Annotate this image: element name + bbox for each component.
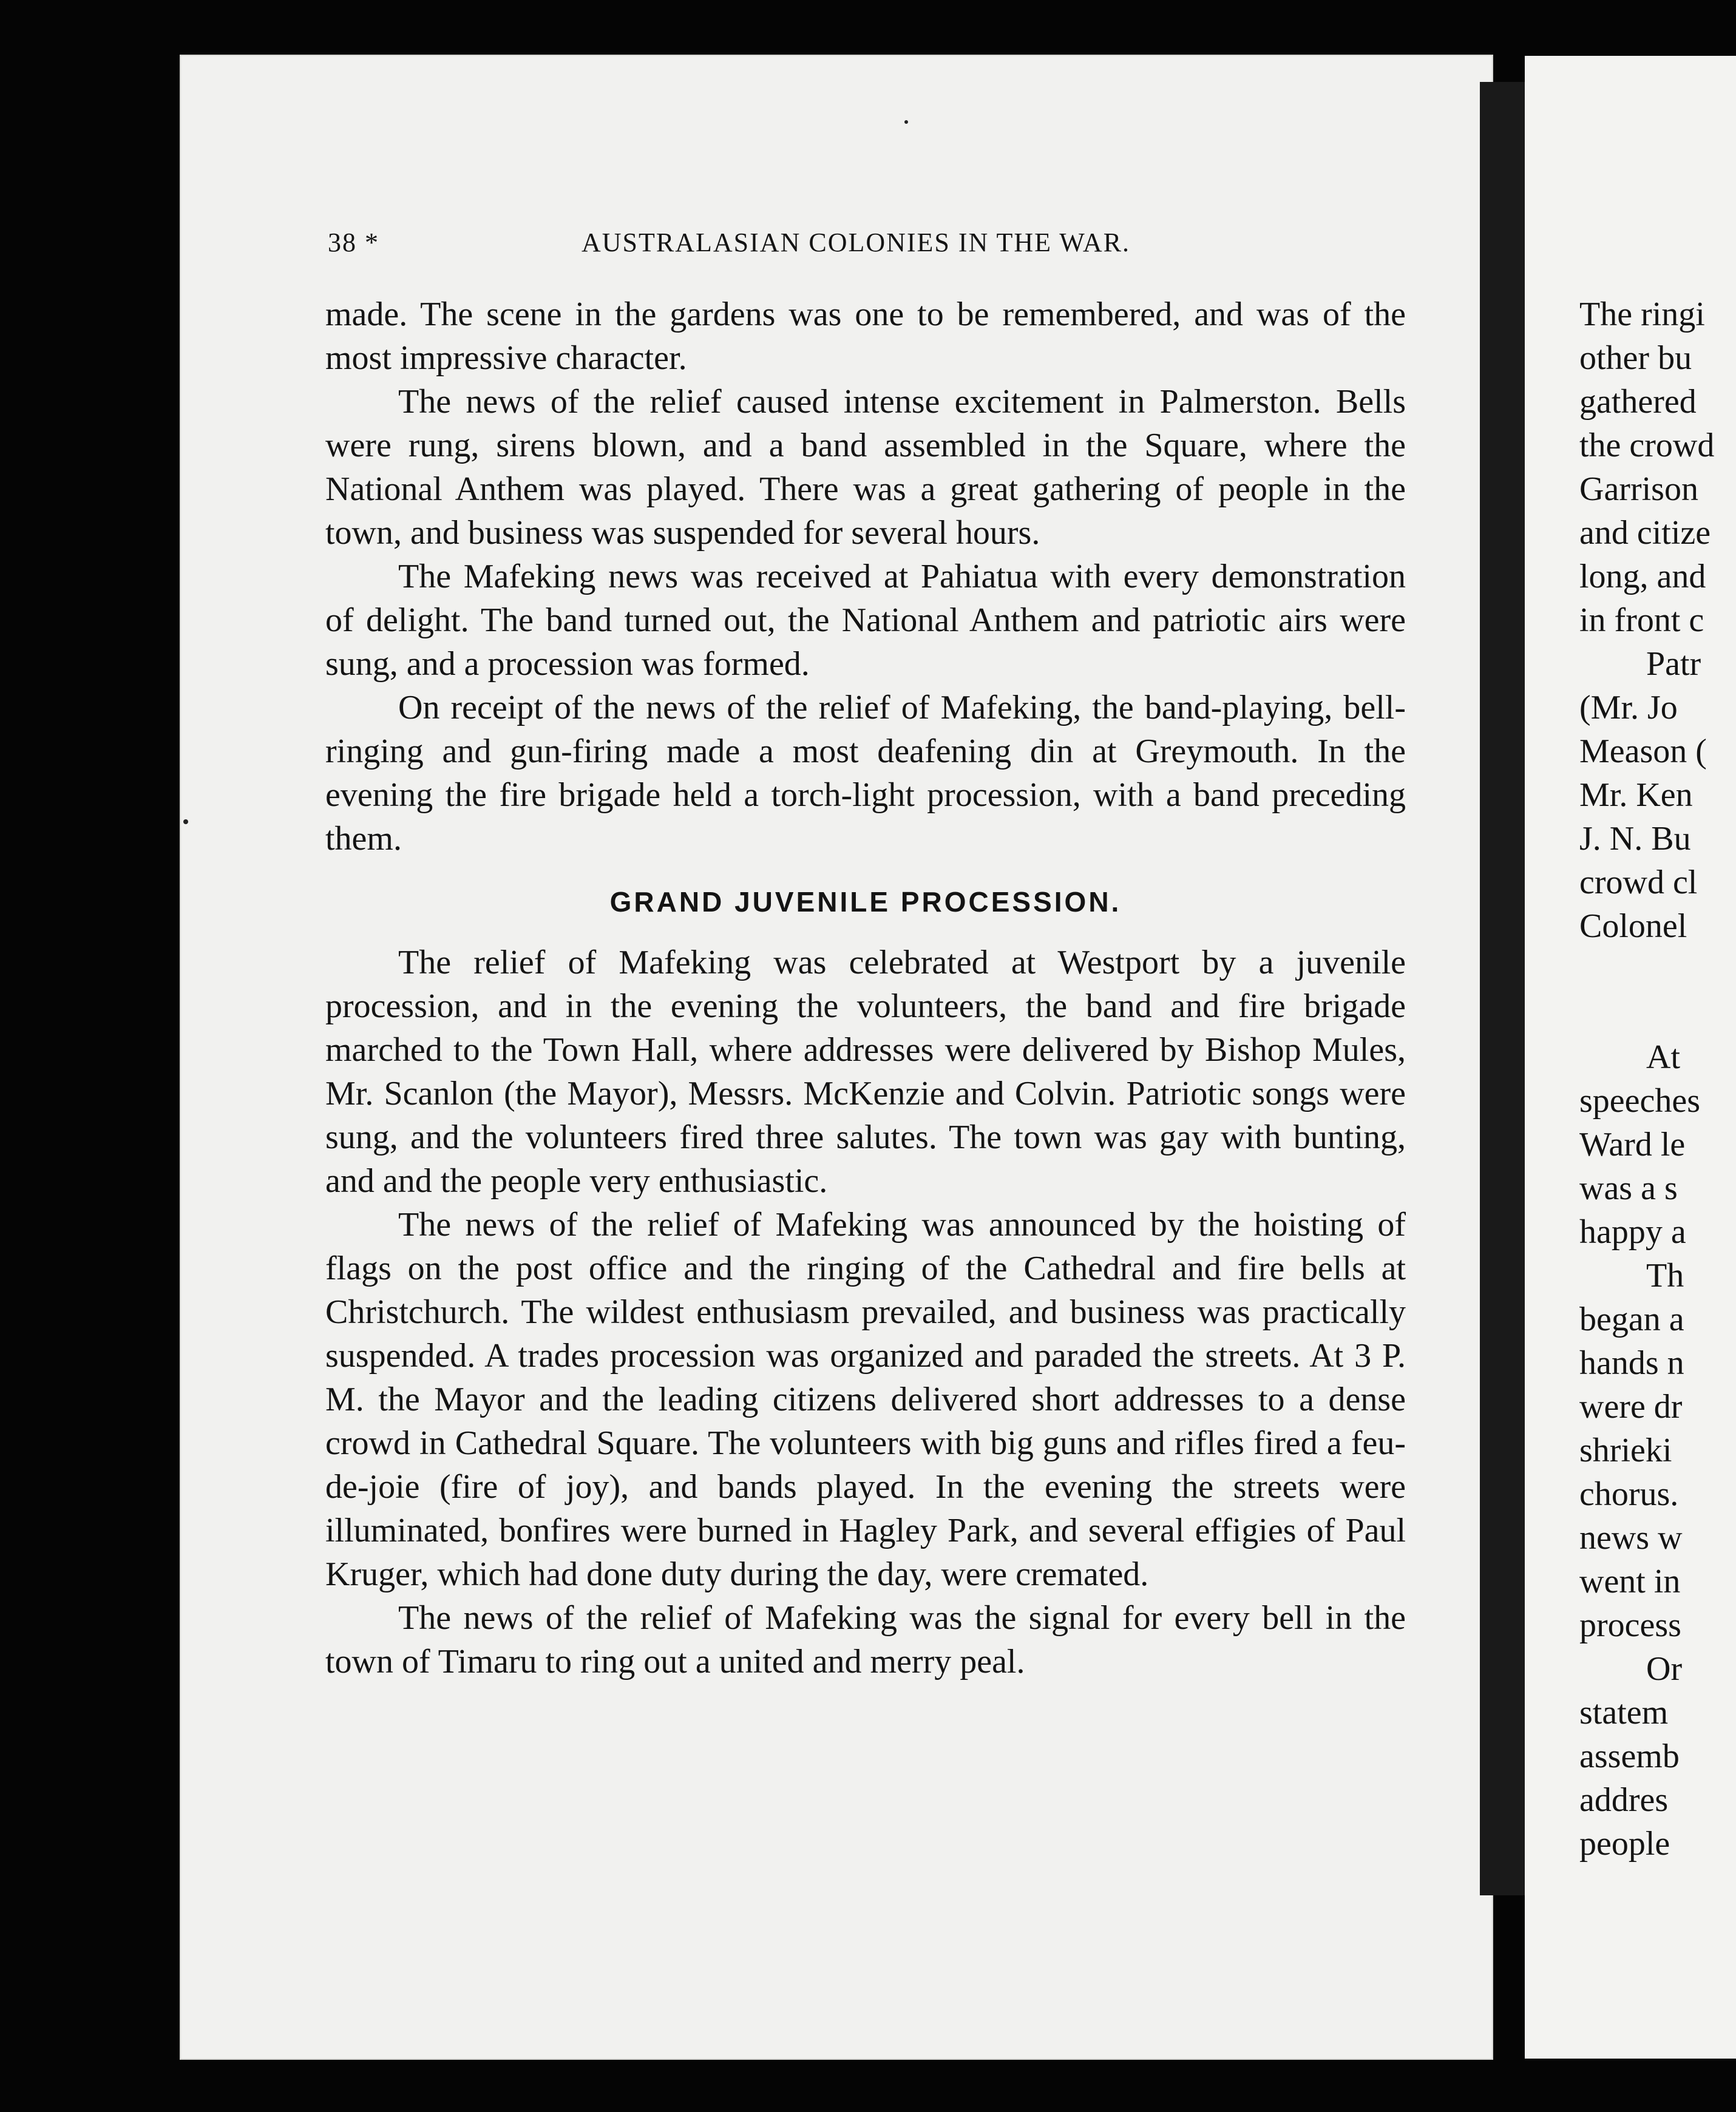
scan-speck [904, 120, 908, 124]
fragment-line: gathered [1579, 383, 1697, 421]
fragment-line: Mr. Ken [1579, 776, 1693, 814]
fragment-line: Meason ( [1579, 733, 1707, 770]
fragment-line: assemb [1579, 1738, 1680, 1775]
fragment-line: the crowd [1579, 427, 1715, 464]
fragment-line: were dr [1579, 1388, 1683, 1426]
fragment-line: Th [1646, 1257, 1684, 1295]
section-heading: GRAND JUVENILE PROCESSION. [609, 886, 1122, 918]
scan-speck [183, 819, 188, 824]
fragment-line: happy a [1579, 1213, 1686, 1251]
fragment-line: other bu [1579, 339, 1692, 377]
paragraph: The news of the relief caused intense excitement in Palmerston. Bells were rung, sirens blown, and a band assembled in the Square, where the National Anthem was played. There was a great gathering of people in the town, and business was suspended for several hours. [325, 383, 1406, 552]
fragment-line: was a s [1579, 1169, 1678, 1207]
paragraph: The news of the relief of Mafeking was announced by the hoisting of flags on the post office and the ringing of the Cathedral and fire bells at Christchurch. The wildest enthusiasm prevailed, and business was practically suspended. A trades procession was organized and paraded the streets. At 3 P. M. the Mayor and the leading citizens delivered short addresses to a dense crowd in Cathedral Square. The volunteers with big guns and rifles fired a feu-de-joie (fire of joy), and bands played. In the evening the streets were illuminated, bonfires were burned in Hagley Park, and several effigies of Paul Kruger, which had done duty during the day, were cremated. [325, 1206, 1406, 1593]
fragment-line: people [1579, 1825, 1670, 1863]
fragment-line: The ringi [1579, 296, 1705, 333]
right-fragment-block [1579, 1647, 1736, 1866]
fragment-line: chorus. [1579, 1475, 1679, 1513]
right-fragment-block [1579, 1035, 1736, 1254]
fragment-line: addres [1579, 1781, 1669, 1819]
fragment-line: Colonel [1579, 907, 1687, 945]
fragment-line: Patr [1646, 645, 1701, 683]
paragraph: On receipt of the news of the relief of Mafeking, the band-playing, bell-ringing and gun-firing made a most deafening din at Greymouth. In the evening the fire brigade held a torch-light procession, with a band preceding them. [325, 689, 1406, 858]
fragment-line: hands n [1579, 1344, 1684, 1382]
right-page [1525, 56, 1736, 2059]
right-section-gap [1579, 948, 1736, 1035]
fragment-line: in front c [1579, 601, 1704, 639]
paragraph: The relief of Mafeking was celebrated at Westport by a juvenile procession, and in the evening the volunteers, the band and fire brigade marched to the Town Hall, where addresses were delivered by Bishop Mules, Mr. Scanlon (the Mayor), Messrs. McKenzie and Colvin. Patriotic songs were sung, and the volunteers fired three salutes. The town was gay with bunting, and and the people very enthusiastic. [325, 944, 1406, 1200]
fragment-line: statem [1579, 1694, 1669, 1731]
right-fragment-block [1579, 642, 1736, 948]
fragment-line: Garrison [1579, 470, 1698, 508]
fragment-line: news w [1579, 1519, 1683, 1557]
fragment-line: crowd cl [1579, 864, 1698, 901]
fragment-line: process [1579, 1606, 1681, 1644]
fragment-line: Ward le [1579, 1126, 1686, 1163]
fragment-line: went in [1579, 1563, 1681, 1600]
paragraph: The news of the relief of Mafeking was the signal for every bell in the town of Timaru to ring out a united and merry peal. [325, 1599, 1406, 1680]
fragment-line: At [1646, 1038, 1680, 1076]
right-fragment-block [1579, 293, 1736, 642]
fragment-line: Or [1646, 1650, 1683, 1688]
running-head [328, 227, 1408, 263]
right-page-text-fragments [1579, 293, 1736, 1866]
paragraph: The Mafeking news was received at Pahiatua with every demonstration of delight. The band turned out, the National Anthem and patriotic airs were sung, and a procession was formed. [325, 558, 1406, 683]
fragment-line: shrieki [1579, 1432, 1672, 1469]
fragment-line: J. N. Bu [1579, 820, 1691, 858]
body-text [325, 293, 1406, 1684]
fragment-line: long, and [1579, 558, 1706, 595]
fragment-line: began a [1579, 1301, 1684, 1338]
running-title: AUSTRALASIAN COLONIES IN THE WAR. [581, 228, 1131, 257]
page-number: 38 * [328, 228, 379, 257]
fragment-line: (Mr. Jo [1579, 689, 1678, 726]
fragment-line: speeches [1579, 1082, 1701, 1120]
right-fragment-block [1579, 1254, 1736, 1647]
paragraph: made. The scene in the gardens was one to be remembered, and was of the most impressive character. [325, 296, 1406, 377]
fragment-line: and citize [1579, 514, 1711, 552]
